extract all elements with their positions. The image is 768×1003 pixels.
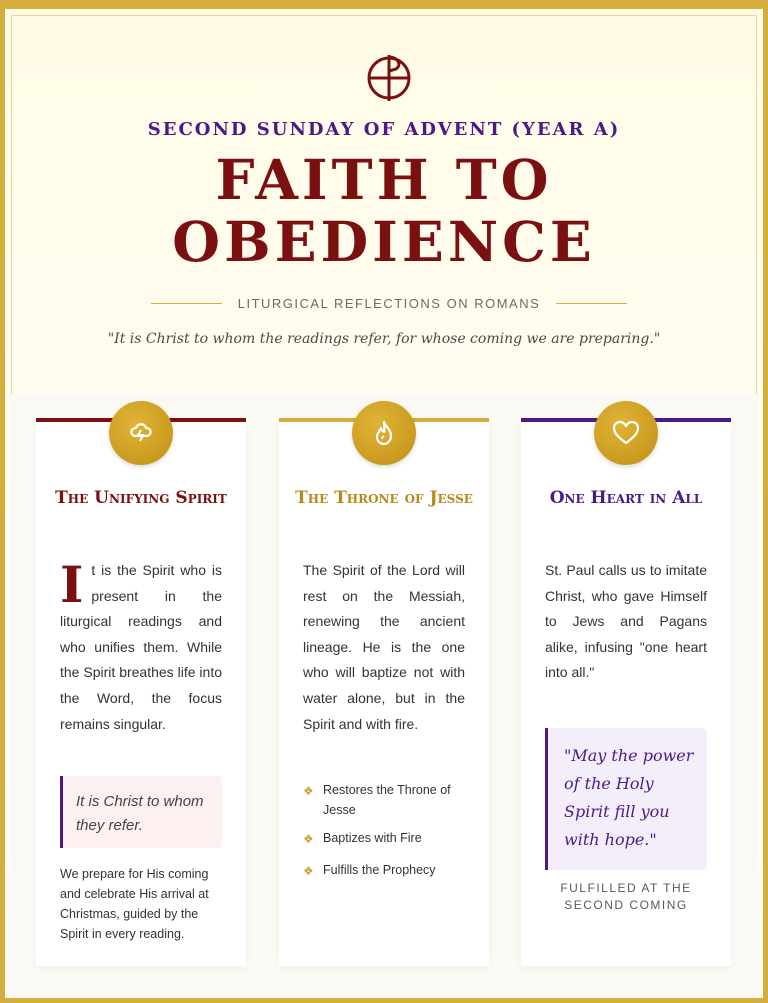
dove-icon: [126, 418, 156, 448]
list-item: ❖ Fulfills the Prophecy: [303, 863, 436, 878]
header-quote: "It is Christ to whom the readings refer, for whose coming we are preparing.": [107, 331, 661, 347]
card-badge: [109, 401, 173, 465]
card-badge: [352, 401, 416, 465]
chi-rho-cross-icon: [364, 53, 414, 103]
list-item: ❖ Restores the Throne of Jesse: [303, 783, 451, 817]
card-throne-of-jesse: [279, 418, 489, 966]
diamond-bullet-icon: ❖: [303, 832, 314, 846]
header: [5, 9, 763, 389]
card-title: The Unifying Spirit: [55, 488, 227, 508]
card-one-heart: [521, 418, 731, 966]
flame-icon: [369, 418, 399, 448]
card-note: We prepare for His coming and celebrate His arrival at Christmas, guided by the Spirit in every reading.: [60, 867, 209, 941]
card-body-text: The Spirit of the Lord will rest on the Messiah, renewing the ancient lineage. He is the one who will baptize not with water alone, but in the Spirit and with fire.: [303, 562, 465, 732]
card-badge: [594, 401, 658, 465]
feature-list: [303, 780, 469, 880]
card-body: [60, 555, 222, 737]
card-body-text: St. Paul calls us to imitate Christ, who gave Himself to Jews and Pagans alike, infusing "one heart into all.": [545, 562, 707, 681]
callout-box: It is Christ to whom they refer.: [60, 776, 222, 848]
title-line-2: OBEDIENCE: [172, 209, 596, 274]
card-body-text: t is the Spirit who is present in the liturgical readings and who unifies them. While the Spirit breathes life into the Word, the focus remains singular.: [60, 562, 222, 732]
heart-icon: [611, 418, 641, 448]
title-line-1: FAITH TO: [215, 147, 553, 212]
tagline-rule-right: [556, 303, 627, 304]
tagline-row: [151, 293, 627, 313]
list-item: ❖ Baptizes with Fire: [303, 831, 422, 846]
diamond-bullet-icon: ❖: [303, 864, 314, 878]
card-title: One Heart in All: [549, 488, 703, 508]
card-unifying-spirit: [36, 418, 246, 966]
drop-cap: I: [60, 555, 84, 614]
page-subtitle: SECOND SUNDAY OF ADVENT (YEAR A): [147, 119, 621, 140]
card-title: The Throne of Jesse: [295, 488, 473, 508]
diamond-bullet-icon: ❖: [303, 784, 314, 798]
page-title: [5, 149, 763, 273]
tagline-rule-left: [151, 303, 222, 304]
tagline: LITURGICAL REFLECTIONS ON ROMANS: [237, 295, 541, 311]
prayer-box: "May the power of the Holy Spirit fill you with hope.": [545, 728, 707, 870]
card-footer: FULFILLED AT THE SECOND COMING: [560, 881, 692, 912]
